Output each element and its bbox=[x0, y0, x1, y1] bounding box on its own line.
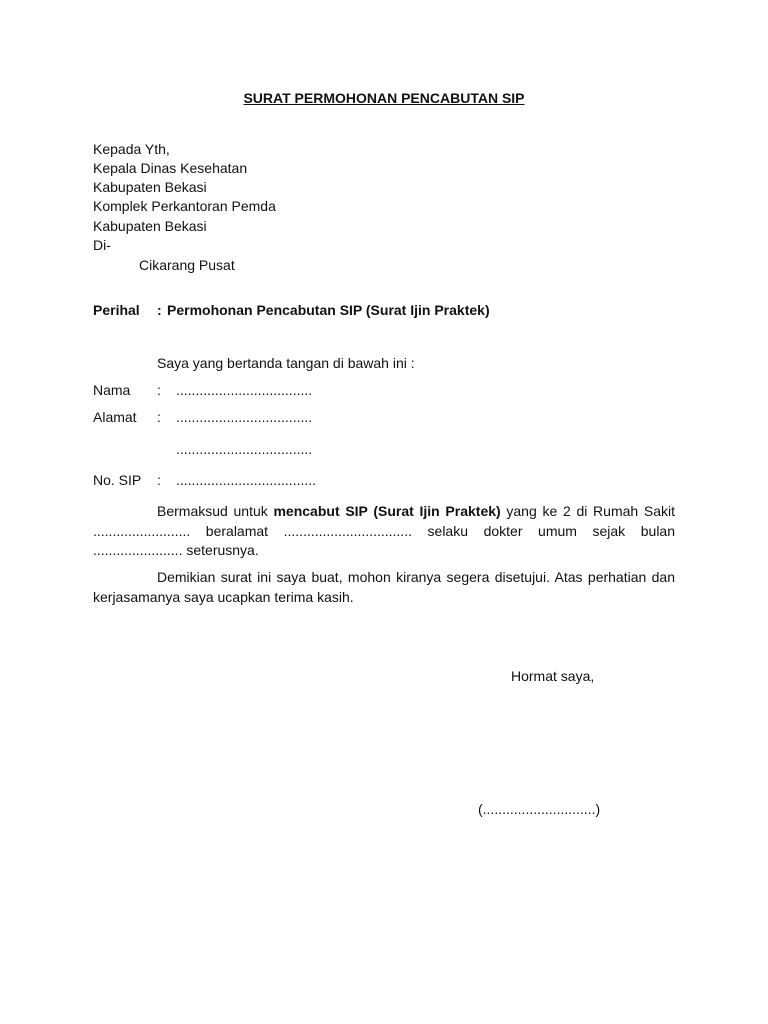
sip-label: No. SIP bbox=[93, 472, 142, 488]
recipient-line: Kepada Yth, bbox=[93, 141, 170, 157]
subject-label: Perihal bbox=[93, 302, 140, 318]
body-text: Bermaksud untuk bbox=[157, 503, 274, 519]
nama-blank: ................................... bbox=[176, 382, 313, 398]
recipient-line: Kabupaten Bekasi bbox=[93, 218, 207, 234]
body-text-rest: yang ke 2 di Rumah Sakit ......................... beralamat ................................. selaku dokter umum sejak bulan ....................... seterusnya. bbox=[93, 503, 676, 558]
letter-title: SURAT PERMOHONAN PENCABUTAN SIP bbox=[243, 90, 525, 106]
sip-blank: .................................... bbox=[176, 472, 317, 488]
recipient-line: Di- bbox=[93, 237, 111, 253]
nama-label: Nama bbox=[93, 382, 131, 398]
alamat-separator: : bbox=[157, 409, 161, 425]
signature-name-blank: (.............................) bbox=[478, 801, 601, 817]
recipient-city: Cikarang Pusat bbox=[139, 257, 235, 273]
nama-separator: : bbox=[157, 382, 161, 398]
recipient-line: Kepala Dinas Kesehatan bbox=[93, 160, 248, 176]
alamat-label: Alamat bbox=[93, 409, 137, 425]
sip-separator: : bbox=[157, 472, 161, 488]
recipient-line: Kabupaten Bekasi bbox=[93, 179, 207, 195]
body-paragraph bbox=[93, 502, 675, 561]
closing-paragraph bbox=[93, 568, 675, 607]
alamat-blank: ................................... bbox=[176, 409, 313, 425]
intro-text: Saya yang bertanda tangan di bawah ini : bbox=[157, 355, 415, 371]
body-bold-text: mencabut SIP (Surat Ijin Praktek) bbox=[273, 503, 501, 519]
closing-text: Demikian surat ini saya buat, mohon kiranya segera disetujui. Atas perhatian dan kerjasamanya saya ucapkan terima kasih. bbox=[93, 569, 675, 605]
subject-value: Permohonan Pencabutan SIP (Surat Ijin Praktek) bbox=[167, 302, 490, 318]
alamat-blank-2: ................................... bbox=[176, 441, 313, 457]
recipient-line: Komplek Perkantoran Pemda bbox=[93, 198, 276, 214]
subject-separator: : bbox=[157, 302, 162, 318]
signature-greeting: Hormat saya, bbox=[511, 668, 595, 684]
